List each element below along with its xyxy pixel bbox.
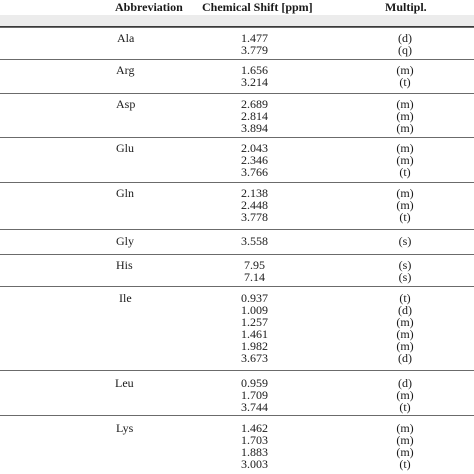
chemical-shift-value: 3.214 — [241, 75, 268, 89]
chemical-shift-value: 3.779 — [241, 43, 268, 57]
multiplicity-value: (t) — [399, 400, 411, 414]
multiplicity-value: (d) — [398, 31, 412, 45]
chemical-shift-value: 1.461 — [241, 327, 268, 341]
amino-acid-abbreviation: Arg — [116, 63, 135, 77]
multiplicity-value: (s) — [398, 234, 412, 248]
amino-acid-abbreviation: Asp — [116, 97, 136, 111]
row-separator — [0, 27, 474, 28]
chemical-shift-value: 2.689 — [241, 97, 268, 111]
multiplicity-value: (t) — [399, 291, 411, 305]
chemical-shift-value: 1.477 — [241, 31, 268, 45]
chemical-shift-value: 2.814 — [241, 109, 268, 123]
header-chemical-shift: Chemical Shift [ppm] — [202, 0, 313, 14]
multiplicity-value: (s) — [398, 258, 412, 272]
chemical-shift-values — [241, 64, 268, 88]
chemical-shift-values — [241, 292, 268, 364]
amino-acid-abbreviation: Leu — [115, 376, 134, 390]
chemical-shift-values — [241, 235, 268, 247]
chemical-shift-value: 0.959 — [241, 376, 268, 390]
amino-acid-abbreviation: Ile — [119, 291, 132, 305]
row-separator — [0, 254, 474, 255]
multiplicity-value: (m) — [396, 445, 414, 459]
multiplicity-value: (s) — [398, 270, 412, 284]
multiplicity-values — [394, 98, 416, 134]
multiplicity-value: (m) — [396, 141, 414, 155]
multiplicity-value: (m) — [396, 121, 414, 135]
chemical-shift-value: 1.257 — [241, 315, 268, 329]
header-multiplicity: Multipl. — [385, 0, 427, 14]
amino-acid-abbreviation: His — [116, 258, 133, 272]
amino-acid-abbreviation: Ala — [117, 31, 135, 45]
row-separator — [0, 137, 474, 138]
table-header — [0, 0, 474, 16]
row-separator — [0, 182, 474, 183]
chemical-shift-value: 3.766 — [241, 165, 268, 179]
multiplicity-values — [394, 292, 416, 364]
multiplicity-value: (m) — [396, 186, 414, 200]
amino-acid-abbreviation: Lys — [116, 421, 134, 435]
chemical-shift-value: 3.673 — [241, 351, 268, 365]
multiplicity-values — [394, 187, 416, 223]
chemical-shift-value: 1.656 — [241, 63, 268, 77]
chemical-shift-values — [241, 142, 268, 178]
multiplicity-values — [394, 32, 416, 56]
chemical-shift-value: 2.448 — [241, 198, 268, 212]
multiplicity-value: (m) — [396, 63, 414, 77]
multiplicity-value: (m) — [396, 198, 414, 212]
chemical-shift-value: 0.937 — [241, 291, 268, 305]
multiplicity-value: (m) — [396, 433, 414, 447]
multiplicity-values — [394, 259, 416, 283]
chemical-shift-value: 3.894 — [241, 121, 268, 135]
chemical-shift-values — [241, 377, 268, 413]
row-separator — [0, 59, 474, 60]
multiplicity-value: (m) — [396, 327, 414, 341]
multiplicity-value: (m) — [396, 97, 414, 111]
chemical-shift-value: 2.043 — [241, 141, 268, 155]
chemical-shift-values — [241, 98, 268, 134]
chemical-shift-value: 1.982 — [241, 339, 268, 353]
chemical-shift-value: 2.346 — [241, 153, 268, 167]
header-abbreviation: Abbreviation — [115, 0, 183, 14]
chemical-shift-value: 2.138 — [241, 186, 268, 200]
multiplicity-value: (m) — [396, 421, 414, 435]
chemical-shift-value: 3.003 — [241, 457, 268, 471]
multiplicity-values — [394, 64, 416, 88]
multiplicity-value: (t) — [399, 165, 411, 179]
chemical-shift-value: 1.883 — [241, 445, 268, 459]
chemical-shift-value: 1.709 — [241, 388, 268, 402]
amino-acid-abbreviation: Gly — [116, 234, 134, 248]
multiplicity-value: (m) — [396, 153, 414, 167]
multiplicity-value: (m) — [396, 315, 414, 329]
chemical-shift-value: 7.95 — [244, 258, 265, 272]
chemical-shift-values — [241, 187, 268, 223]
chemical-shift-value: 3.744 — [241, 400, 268, 414]
chemical-shift-value: 1.462 — [241, 421, 268, 435]
multiplicity-value: (q) — [398, 43, 412, 57]
chemical-shift-values — [241, 32, 268, 56]
header-shade-band — [0, 15, 474, 26]
multiplicity-value: (t) — [399, 210, 411, 224]
multiplicity-value: (t) — [399, 457, 411, 471]
multiplicity-value: (d) — [398, 351, 412, 365]
row-separator — [0, 370, 474, 371]
multiplicity-values — [394, 142, 416, 178]
multiplicity-values — [394, 235, 416, 247]
multiplicity-value: (d) — [398, 376, 412, 390]
amino-acid-abbreviation: Gln — [116, 186, 134, 200]
multiplicity-value: (m) — [396, 109, 414, 123]
amino-acid-abbreviation: Glu — [116, 141, 134, 155]
chemical-shift-value: 1.703 — [241, 433, 268, 447]
multiplicity-values — [394, 422, 416, 470]
multiplicity-value: (d) — [398, 303, 412, 317]
row-separator — [0, 415, 474, 416]
multiplicity-values — [394, 377, 416, 413]
chemical-shift-value: 3.558 — [241, 234, 268, 248]
row-separator — [0, 229, 474, 230]
multiplicity-value: (t) — [399, 75, 411, 89]
multiplicity-value: (m) — [396, 339, 414, 353]
chemical-shift-value: 3.778 — [241, 210, 268, 224]
row-separator — [0, 93, 474, 94]
chemical-shift-value: 7.14 — [244, 270, 265, 284]
row-separator — [0, 286, 474, 287]
chemical-shift-value: 1.009 — [241, 303, 268, 317]
chemical-shift-values — [241, 422, 268, 470]
chemical-shift-values — [244, 259, 265, 283]
multiplicity-value: (m) — [396, 388, 414, 402]
